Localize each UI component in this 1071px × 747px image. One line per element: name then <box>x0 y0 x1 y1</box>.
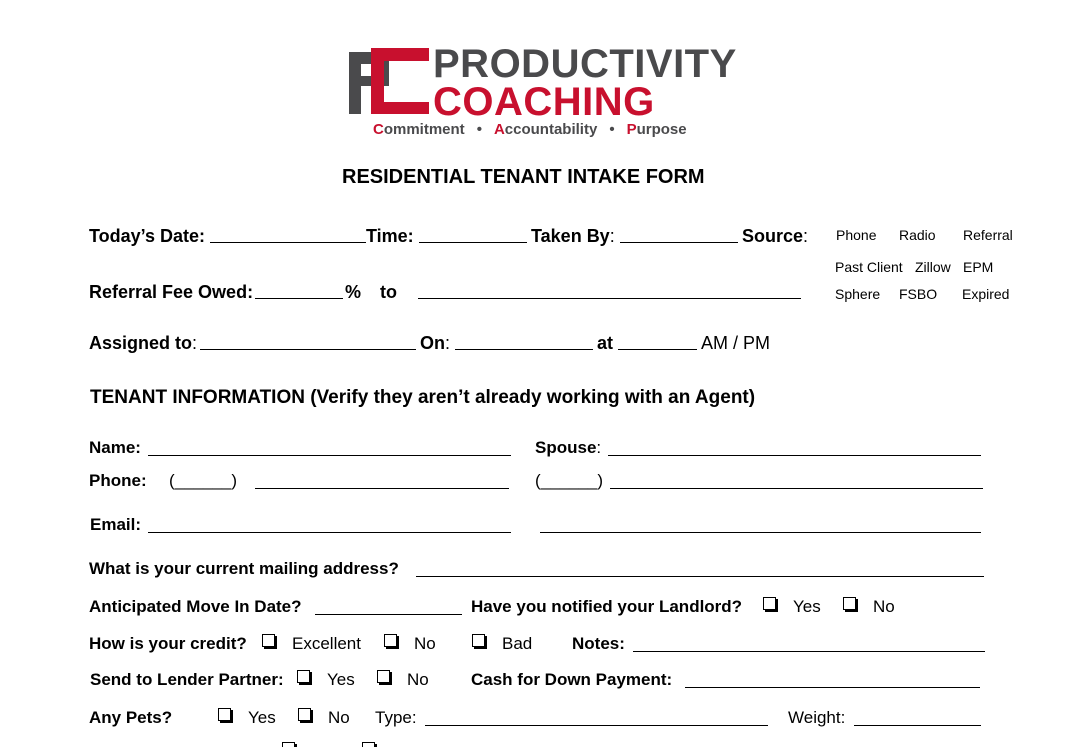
email-field[interactable] <box>148 532 511 533</box>
cash-down-payment-label: Cash for Down Payment: <box>471 670 673 689</box>
pets-yes-label: Yes <box>248 708 276 727</box>
taken-by-field[interactable] <box>620 242 738 243</box>
spouse-phone-area-code-field[interactable]: (______) <box>535 471 604 490</box>
mailing-address-field[interactable] <box>416 576 984 577</box>
pet-weight-field[interactable] <box>854 725 981 726</box>
source-option-expired[interactable]: Expired <box>962 286 1010 302</box>
tenant-information-heading: TENANT INFORMATION (Verify they aren’t already working with an Agent) <box>90 387 756 408</box>
spouse-field[interactable] <box>608 455 981 456</box>
phone-area-code-field[interactable]: (______) <box>169 471 238 490</box>
move-in-date-field[interactable] <box>315 614 462 615</box>
logo-line-2: COACHING <box>433 80 655 124</box>
notified-landlord-label: Have you notified your Landlord? <box>471 597 743 616</box>
name-field[interactable] <box>148 455 511 456</box>
pets-yes-checkbox[interactable] <box>218 708 231 721</box>
time-label: Time: <box>366 226 414 246</box>
logo-line-1: PRODUCTIVITY <box>433 42 737 86</box>
spouse-phone-number-field[interactable] <box>610 488 983 489</box>
lender-partner-label: Send to Lender Partner: <box>90 670 284 689</box>
pet-type-label: Type: <box>375 708 417 727</box>
assigned-to-label: Assigned to: <box>89 333 198 353</box>
source-option-epm[interactable]: EPM <box>963 259 994 275</box>
phone-label: Phone: <box>89 471 147 490</box>
notes-label: Notes: <box>572 634 625 653</box>
phone-number-field[interactable] <box>255 488 509 489</box>
logo-tagline: Commitment • Accountability • Purpose <box>373 121 687 138</box>
at-label: at <box>597 333 614 353</box>
source-option-past-client[interactable]: Past Client <box>835 259 903 275</box>
landlord-no-label: No <box>873 597 895 616</box>
pet-weight-label: Weight: <box>788 708 846 727</box>
landlord-yes-label: Yes <box>793 597 821 616</box>
mailing-address-label: What is your current mailing address? <box>89 559 399 578</box>
todays-date-field[interactable] <box>210 242 366 243</box>
notes-field[interactable] <box>633 651 985 652</box>
pets-label: Any Pets? <box>89 708 173 727</box>
credit-no-label: No <box>414 634 436 653</box>
source-option-sphere[interactable]: Sphere <box>835 286 881 302</box>
lender-yes-checkbox[interactable] <box>297 670 310 683</box>
lender-no-checkbox[interactable] <box>377 670 390 683</box>
pets-no-checkbox[interactable] <box>298 708 311 721</box>
percent-sign: % <box>345 282 362 302</box>
spouse-email-field[interactable] <box>540 532 981 533</box>
credit-label: How is your credit? <box>89 634 247 653</box>
referral-fee-percent-field[interactable] <box>255 298 343 299</box>
source-option-radio[interactable]: Radio <box>899 227 936 243</box>
am-pm-label: AM / PM <box>701 333 771 353</box>
assigned-to-field[interactable] <box>200 349 416 350</box>
form-title: RESIDENTIAL TENANT INTAKE FORM <box>342 166 705 188</box>
email-label: Email: <box>90 515 142 534</box>
cash-down-payment-field[interactable] <box>685 687 980 688</box>
source-option-phone[interactable]: Phone <box>836 227 877 243</box>
credit-bad-label: Bad <box>502 634 533 653</box>
referral-to-label: to <box>380 282 397 302</box>
time-field[interactable] <box>419 242 527 243</box>
partial-checkbox[interactable] <box>362 742 375 747</box>
productivity-coaching-logo-icon <box>349 48 429 118</box>
source-option-fsbo[interactable]: FSBO <box>899 286 938 302</box>
spouse-label: Spouse: <box>535 438 602 457</box>
pet-type-field[interactable] <box>425 725 768 726</box>
landlord-yes-checkbox[interactable] <box>763 597 776 610</box>
referral-fee-label: Referral Fee Owed: <box>89 282 254 302</box>
taken-by-label: Taken By: <box>531 226 615 246</box>
lender-yes-label: Yes <box>327 670 355 689</box>
lender-no-label: No <box>407 670 429 689</box>
todays-date-label: Today’s Date: <box>89 226 206 246</box>
credit-excellent-checkbox[interactable] <box>262 634 275 647</box>
name-label: Name: <box>89 438 141 457</box>
on-date-field[interactable] <box>455 349 593 350</box>
source-option-referral[interactable]: Referral <box>963 227 1013 243</box>
credit-bad-checkbox[interactable] <box>472 634 485 647</box>
source-label: Source: <box>742 226 809 246</box>
referral-to-field[interactable] <box>418 298 801 299</box>
move-in-date-label: Anticipated Move In Date? <box>89 597 302 616</box>
landlord-no-checkbox[interactable] <box>843 597 856 610</box>
credit-excellent-label: Excellent <box>292 634 361 653</box>
pets-no-label: No <box>328 708 350 727</box>
on-label: On: <box>420 333 451 353</box>
partial-checkbox[interactable] <box>282 742 295 747</box>
source-option-zillow[interactable]: Zillow <box>915 259 951 275</box>
credit-no-checkbox[interactable] <box>384 634 397 647</box>
at-time-field[interactable] <box>618 349 697 350</box>
